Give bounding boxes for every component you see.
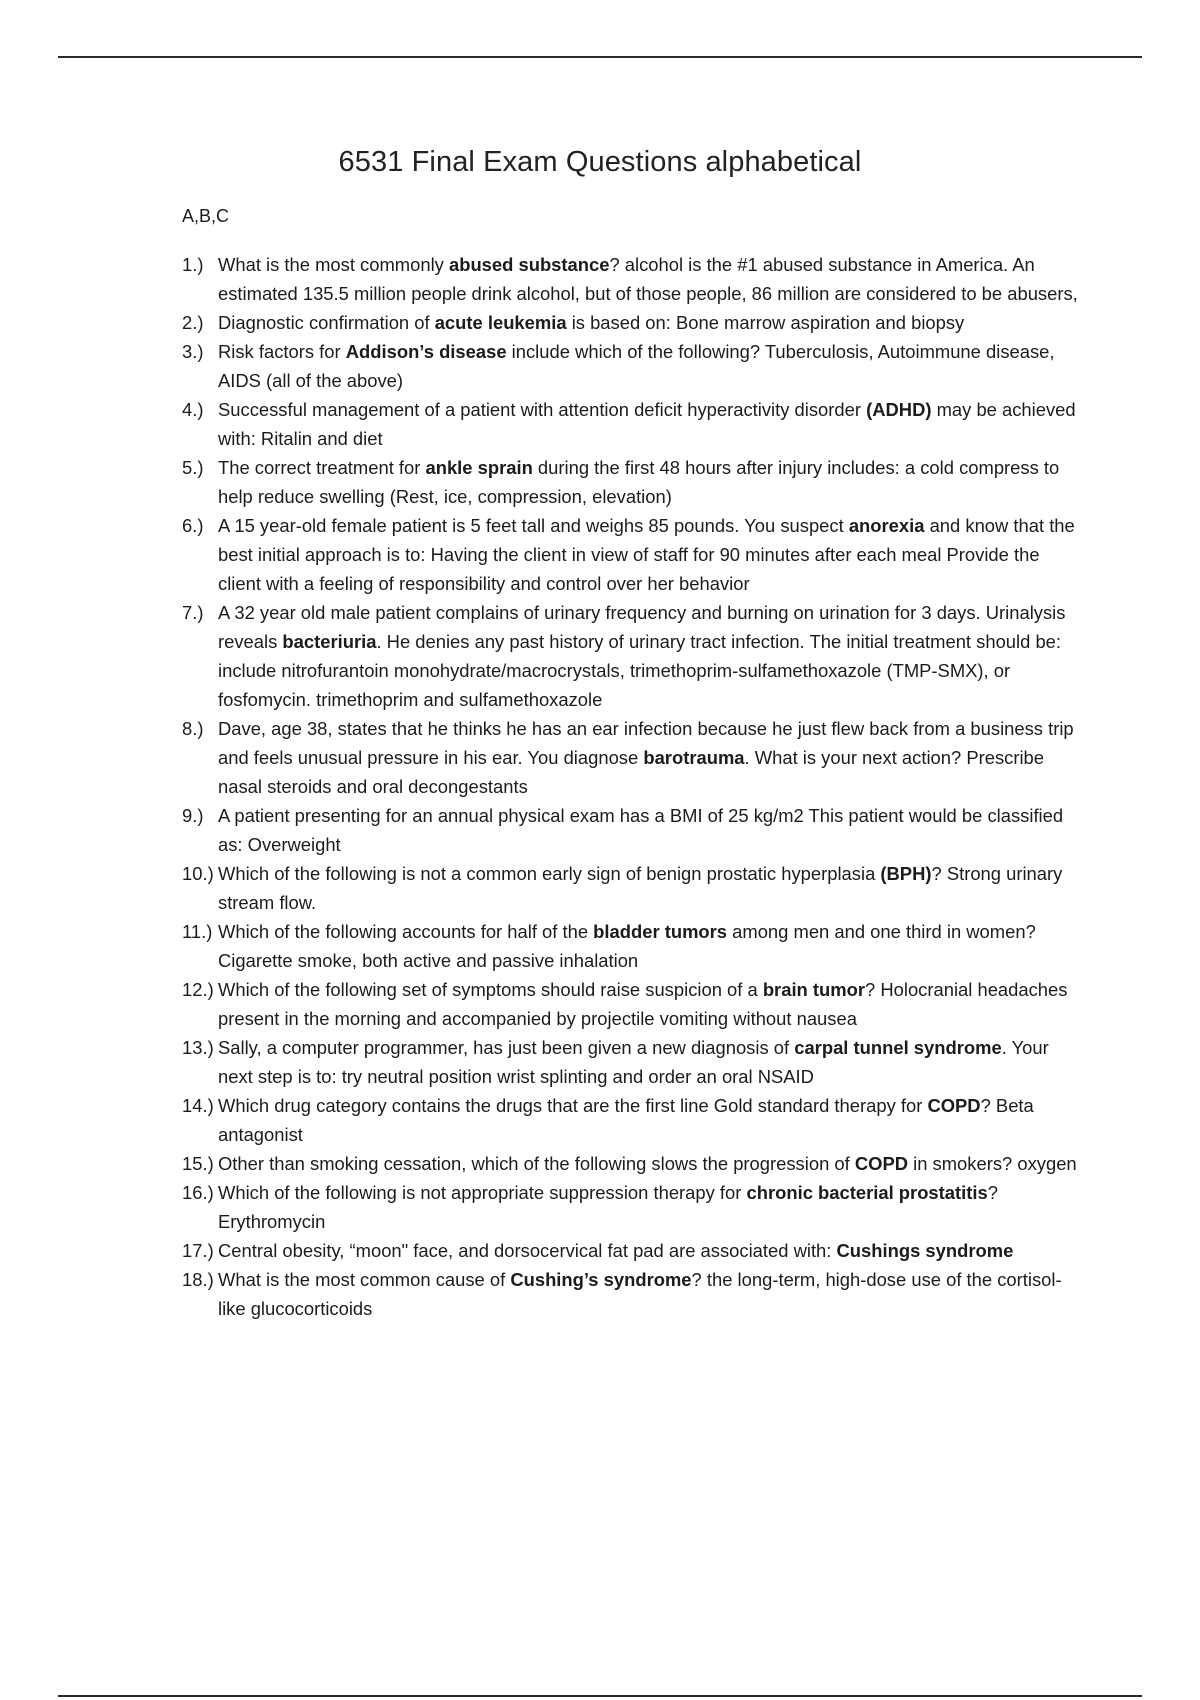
question-keyword: (ADHD) xyxy=(866,399,932,420)
question-text-run: . What is your next action? Prescribe nasal steroids and oral decongestants xyxy=(218,747,1045,797)
question-keyword: COPD xyxy=(854,1153,908,1174)
question-text-run: may be achieved with: Ritalin and diet xyxy=(218,399,1076,449)
question-text-run: Other than smoking cessation, which of the following slows the progression of xyxy=(218,1153,855,1174)
question-text xyxy=(218,1095,1034,1145)
question-text xyxy=(218,1182,998,1232)
question-text-run: A patient presenting for an annual physical exam has a BMI of 25 kg/m2 This patient would be classified as: Overweight xyxy=(218,805,1064,855)
question-item xyxy=(182,1033,1084,1091)
question-text-run: A 32 year old male patient complains of urinary frequency and burning on urination for 3 days. Urinalysis reveals xyxy=(218,602,1066,652)
question-text-run: among men and one third in women? Cigarette smoke, both active and passive inhalation xyxy=(218,921,1036,971)
question-text xyxy=(218,863,1062,913)
question-text-run: and know that the best initial approach is to: Having the client in view of staff for 90 minutes after each meal Provide the client with a feeling of responsibility and control over her behavior xyxy=(218,515,1075,594)
question-item xyxy=(182,801,1084,859)
question-number: 4.) xyxy=(182,399,204,420)
question-keyword: Addison’s disease xyxy=(345,341,507,362)
question-text-run: . He denies any past history of urinary tract infection. The initial treatment should be: include nitrofurantoin monohydrate/macrocrystals, trimethoprim-sulfamethoxazole (TMP-SMX), or fosfomycin. trimethoprim and sulfamethoxazole xyxy=(218,631,1062,710)
question-text-run: ? Erythromycin xyxy=(218,1182,998,1232)
question-text-run: Risk factors for xyxy=(218,341,346,362)
question-text xyxy=(218,805,1063,855)
page-title: 6531 Final Exam Questions alphabetical xyxy=(338,146,862,178)
question-number: 12.) xyxy=(182,979,214,1000)
question-item xyxy=(182,975,1084,1033)
question-text xyxy=(218,399,1076,449)
question-item xyxy=(182,453,1084,511)
question-list xyxy=(182,250,1084,1323)
section-heading: A,B,C xyxy=(182,206,230,226)
question-text-run: Sally, a computer programmer, has just been given a new diagnosis of xyxy=(218,1037,795,1058)
question-text-run: A 15 year-old female patient is 5 feet tall and weighs 85 pounds. You suspect xyxy=(218,515,849,536)
question-keyword: Cushings syndrome xyxy=(836,1240,1014,1261)
question-text xyxy=(218,1269,1062,1319)
question-number: 1.) xyxy=(182,254,204,275)
question-number: 7.) xyxy=(182,602,204,623)
question-text-run: in smokers? oxygen xyxy=(908,1153,1077,1174)
question-number: 14.) xyxy=(182,1095,214,1116)
question-text-run: What is the most commonly xyxy=(218,254,449,275)
question-keyword: brain tumor xyxy=(762,979,866,1000)
question-text xyxy=(218,602,1065,710)
question-text xyxy=(218,254,1078,304)
question-text-run: Diagnostic confirmation of xyxy=(218,312,435,333)
question-number: 8.) xyxy=(182,718,204,739)
question-keyword: abused substance xyxy=(448,254,610,275)
question-item xyxy=(182,250,1084,308)
question-number: 16.) xyxy=(182,1182,214,1203)
question-text xyxy=(218,1240,1013,1261)
question-keyword: anorexia xyxy=(848,515,925,536)
question-item xyxy=(182,1149,1084,1178)
question-keyword: barotrauma xyxy=(643,747,745,768)
question-number: 2.) xyxy=(182,312,204,333)
question-number: 11.) xyxy=(182,921,213,942)
question-text-run: Successful management of a patient with attention deficit hyperactivity disorder xyxy=(218,399,867,420)
bottom-rule xyxy=(58,1695,1142,1697)
question-text-run: ? Holocranial headaches present in the morning and accompanied by projectile vomiting without nausea xyxy=(218,979,1068,1029)
question-keyword: chronic bacterial prostatitis xyxy=(746,1182,988,1203)
question-item xyxy=(182,714,1084,801)
question-number: 6.) xyxy=(182,515,204,536)
question-text-run: What is the most common cause of xyxy=(218,1269,511,1290)
question-text-run: ? Strong urinary stream flow. xyxy=(218,863,1063,913)
question-number: 17.) xyxy=(182,1240,214,1261)
question-text-run: Which of the following is not a common early sign of benign prostatic hyperplasia xyxy=(218,863,881,884)
question-item xyxy=(182,1236,1084,1265)
question-number: 10.) xyxy=(182,863,214,884)
question-item xyxy=(182,337,1084,395)
question-text-run: is based on: Bone marrow aspiration and biopsy xyxy=(566,312,965,333)
question-number: 9.) xyxy=(182,805,204,826)
question-text-run: ? alcohol is the #1 abused substance in America. An estimated 135.5 million people drink alcohol, but of those people, 86 million are considered to be abusers, xyxy=(218,254,1078,304)
question-text-run: . Your next step is to: try neutral position wrist splinting and order an oral NSAID xyxy=(218,1037,1049,1087)
question-number: 5.) xyxy=(182,457,204,478)
question-text-run: Which of the following set of symptoms should raise suspicion of a xyxy=(218,979,763,1000)
question-text-run: Which of the following is not appropriate suppression therapy for xyxy=(218,1182,747,1203)
question-keyword: (BPH) xyxy=(880,863,932,884)
question-item xyxy=(182,1178,1084,1236)
question-text xyxy=(218,515,1075,594)
question-item xyxy=(182,1091,1084,1149)
question-text xyxy=(218,1153,1077,1174)
question-text xyxy=(218,718,1074,797)
question-text-run: ? the long-term, high-dose use of the cortisol-like glucocorticoids xyxy=(218,1269,1062,1319)
question-item xyxy=(182,598,1084,714)
question-keyword: carpal tunnel syndrome xyxy=(794,1037,1002,1058)
question-text xyxy=(218,1037,1049,1087)
question-keyword: bacteriuria xyxy=(282,631,377,652)
question-number: 13.) xyxy=(182,1037,214,1058)
question-item xyxy=(182,511,1084,598)
question-keyword: bladder tumors xyxy=(593,921,728,942)
question-item xyxy=(182,1265,1084,1323)
question-text xyxy=(218,312,964,333)
question-text xyxy=(218,921,1036,971)
question-item xyxy=(182,859,1084,917)
question-text xyxy=(218,341,1055,391)
question-text-run: Dave, age 38, states that he thinks he has an ear infection because he just flew back from a business trip and feels unusual pressure in his ear. You diagnose xyxy=(218,718,1074,768)
question-text-run: ? Beta antagonist xyxy=(218,1095,1034,1145)
question-text-run: The correct treatment for xyxy=(218,457,426,478)
question-number: 18.) xyxy=(182,1269,214,1290)
question-text xyxy=(218,457,1059,507)
question-text-run: Which drug category contains the drugs that are the first line Gold standard therapy for xyxy=(218,1095,928,1116)
question-keyword: acute leukemia xyxy=(434,312,567,333)
question-number: 15.) xyxy=(182,1153,214,1174)
top-rule xyxy=(58,56,1142,58)
question-keyword: ankle sprain xyxy=(425,457,533,478)
question-text-run: Central obesity, “moon" face, and dorsocervical fat pad are associated with: xyxy=(218,1240,837,1261)
question-keyword: Cushing’s syndrome xyxy=(510,1269,692,1290)
question-text-run: include which of the following? Tuberculosis, Autoimmune disease, AIDS (all of the above) xyxy=(218,341,1055,391)
question-text xyxy=(218,979,1067,1029)
question-number: 3.) xyxy=(182,341,204,362)
question-item xyxy=(182,917,1084,975)
question-text-run: Which of the following accounts for half of the xyxy=(218,921,594,942)
question-item xyxy=(182,308,1084,337)
question-keyword: COPD xyxy=(927,1095,981,1116)
question-item xyxy=(182,395,1084,453)
question-text-run: during the first 48 hours after injury includes: a cold compress to help reduce swelling (Rest, ice, compression, elevation) xyxy=(218,457,1060,507)
